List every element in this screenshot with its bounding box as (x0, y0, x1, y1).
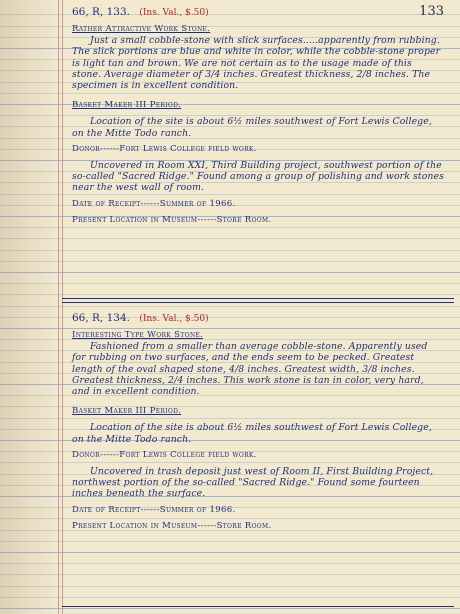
entry-divider (62, 298, 454, 299)
museum-location-line: Present Location in Museum------Store Room. (72, 520, 272, 531)
period-row (72, 100, 444, 111)
donor-line: Donor------Fort Lewis College field work. (72, 449, 257, 460)
entry-description: Just a small cobble-stone with slick surfaces.....apparently from rubbing. The slick portions are blue and white in color, while the cobble-stone proper is light tan and brown. We are not certain as to the usage made of this stone. Average diameter of 3/4 inches. Greatest thickness, 2/8 inches. The specimen is in excellent condition. (72, 35, 441, 92)
entry-title: Interesting Type Work Stone. (72, 330, 204, 340)
entry-title-row (72, 24, 444, 35)
entry-period: Basket Maker III Period. (72, 406, 182, 417)
receipt-line: Date of Receipt------Summer of 1966. (72, 504, 236, 515)
catalog-header (72, 6, 444, 19)
catalog-number: 66, R, 133. (72, 6, 130, 18)
site-location: Location of the site is about 6½ miles southwest of Fort Lewis College, on the Mitte Todo ranch. (72, 422, 432, 445)
entry-divider (62, 302, 454, 303)
page-number: 133 (419, 4, 444, 19)
catalog-entry (72, 312, 444, 532)
entry-title: Rather Attractive Work Stone. (72, 24, 211, 34)
entry-period: Basket Maker III Period. (72, 100, 182, 111)
page-margin-shadow (0, 0, 60, 614)
entry-description: Fashioned from a smaller than average cobble-stone. Apparently used for rubbing on two surfaces, and the ends seem to be pecked. Greatest length of the oval shaped stone, 4/8 inches. Greatest width, 3/8 inches. Greatest thickness, 2/4 inches. This work stone is tan in color, very hard, and in excellent condition. (72, 341, 428, 398)
donor-line: Donor------Fort Lewis College field work. (72, 143, 257, 154)
period-row (72, 406, 444, 417)
uncovered-note: Uncovered in trash deposit just west of Room II, First Building Project, northwest portion of the so-called "Sacred Ridge." Found some fourteen inches beneath the surface. (72, 466, 434, 500)
insurance-value: (Ins. Val., $.50) (139, 8, 209, 18)
catalog-entry (72, 6, 444, 226)
catalog-number: 66, R, 134. (72, 312, 130, 324)
catalog-header (72, 312, 444, 325)
entry-divider (62, 606, 454, 607)
site-location: Location of the site is about 6½ miles southwest of Fort Lewis College, on the Mitte Todo ranch. (72, 116, 432, 139)
entry-title-row (72, 330, 444, 341)
uncovered-note: Uncovered in Room XXI, Third Building project, southwest portion of the so-called "Sacred Ridge." Found among a group of polishing and work stones near the west wall of room. (72, 160, 444, 194)
insurance-value: (Ins. Val., $.50) (139, 314, 209, 324)
museum-location-line: Present Location in Museum------Store Room. (72, 214, 272, 225)
receipt-line: Date of Receipt------Summer of 1966. (72, 198, 236, 209)
